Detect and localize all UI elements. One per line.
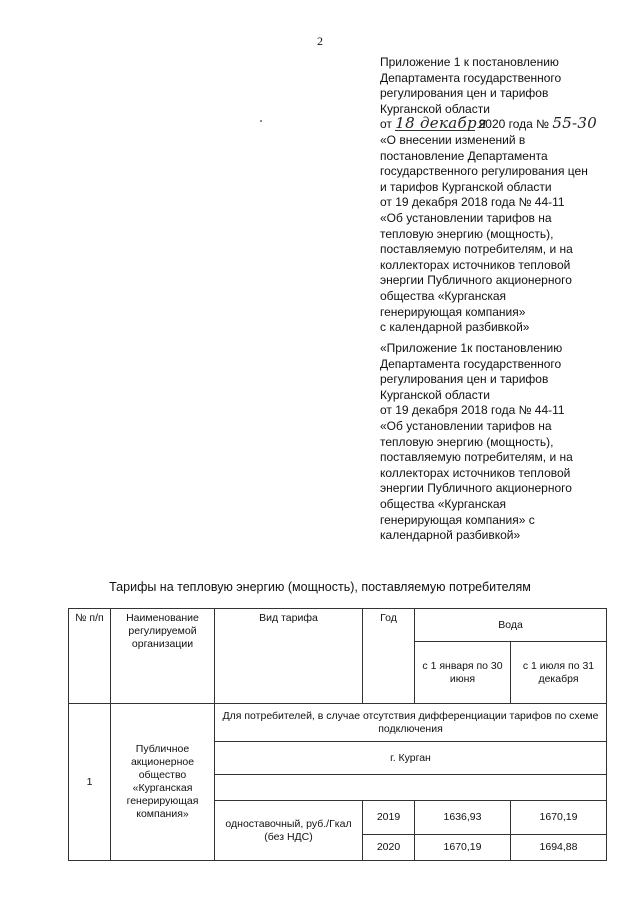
scan-speck bbox=[260, 120, 262, 122]
year-text: 2020 года № bbox=[478, 117, 550, 132]
appendix-1-line: регулирования цен и тарифов bbox=[380, 86, 549, 101]
appendix-2-line: календарной разбивкой» bbox=[380, 528, 521, 543]
appendix-1-line: Приложение 1 к постановлению bbox=[380, 55, 559, 69]
appendix-2-header bbox=[380, 341, 632, 544]
appendix-2-line: генерирующая компания» с bbox=[380, 512, 535, 527]
appendix-1-line: и тарифов Курганской области bbox=[380, 179, 552, 194]
header-num: № п/п bbox=[69, 609, 111, 704]
handwritten-date: 18 декабря bbox=[395, 114, 488, 133]
appendix-2-line: Курганской области bbox=[380, 387, 490, 402]
header-year: Год bbox=[363, 609, 415, 704]
city-name: г. Курган bbox=[215, 742, 607, 775]
tariff-table bbox=[68, 608, 607, 861]
table-header-row bbox=[69, 609, 607, 642]
appendix-1-line: поставляемую потребителям, и на bbox=[380, 242, 573, 257]
page-number: 2 bbox=[317, 34, 323, 48]
appendix-2-line: Департамента государственного bbox=[380, 356, 562, 371]
handwritten-number: 55-30 bbox=[552, 114, 598, 133]
appendix-2-line: от 19 декабря 2018 года № 44-11 bbox=[380, 403, 565, 418]
tariff-value-h2: 1670,19 bbox=[511, 801, 607, 835]
date-prefix: от bbox=[380, 117, 392, 132]
header-tariff-type: Вид тарифа bbox=[215, 609, 363, 704]
appendix-2-line: коллекторах источников тепловой bbox=[380, 465, 571, 480]
header-water: Вода bbox=[415, 609, 607, 642]
appendix-1-line: Департамента государственного bbox=[380, 70, 562, 85]
empty-cell bbox=[215, 775, 607, 801]
consumers-note: Для потребителей, в случае отсутствия дифференциации тарифов по схеме подключения bbox=[215, 704, 607, 742]
appendix-2-line: общества «Курганская bbox=[380, 496, 507, 511]
appendix-1-line: от 19 декабря 2018 года № 44-11 bbox=[380, 195, 565, 210]
tariff-value-h2: 1694,88 bbox=[511, 835, 607, 861]
row-number: 1 bbox=[69, 704, 111, 861]
organization-name: Публичное акционерное общество «Курганская генерирующая компания» bbox=[111, 704, 215, 861]
appendix-1-line: тепловую энергию (мощность), bbox=[380, 226, 554, 241]
resolution-date-line bbox=[380, 114, 632, 133]
tariff-name: одноставочный, руб./Гкал (без НДС) bbox=[215, 801, 363, 861]
appendix-1-line: Курганской области bbox=[380, 101, 490, 116]
appendix-2-line: тепловую энергию (мощность), bbox=[380, 434, 554, 449]
tariff-year: 2019 bbox=[363, 801, 415, 835]
appendix-2-line: поставляемую потребителям, и на bbox=[380, 450, 573, 465]
appendix-1-line: энергии Публичного акционерного bbox=[380, 273, 572, 288]
appendix-1-header bbox=[380, 55, 632, 336]
appendix-1-line: генерирующая компания» bbox=[380, 304, 526, 319]
appendix-1-line: постановление Департамента bbox=[380, 148, 548, 163]
consumers-note-row bbox=[69, 704, 607, 742]
appendix-2-line: «Об установлении тарифов на bbox=[380, 418, 552, 433]
appendix-1-line: с календарной разбивкой» bbox=[380, 320, 530, 335]
header-period-1: с 1 января по 30 июня bbox=[415, 642, 511, 704]
tariff-year: 2020 bbox=[363, 835, 415, 861]
tariff-value-h1: 1636,93 bbox=[415, 801, 511, 835]
tariff-value-h1: 1670,19 bbox=[415, 835, 511, 861]
table-title: Тарифы на тепловую энергию (мощность), поставляемую потребителям bbox=[109, 580, 531, 594]
appendix-1-line: коллекторах источников тепловой bbox=[380, 257, 571, 272]
appendix-2-line: энергии Публичного акционерного bbox=[380, 481, 572, 496]
header-organization: Наименование регулируемой организации bbox=[111, 609, 215, 704]
appendix-1-line: государственного регулирования цен bbox=[380, 164, 588, 179]
appendix-1-line: «О внесении изменений в bbox=[380, 132, 526, 147]
appendix-1-line: общества «Курганская bbox=[380, 288, 507, 303]
header-period-2: с 1 июля по 31 декабря bbox=[511, 642, 607, 704]
appendix-2-line: «Приложение 1к постановлению bbox=[380, 341, 563, 355]
appendix-1-line: «Об установлении тарифов на bbox=[380, 210, 552, 225]
appendix-2-line: регулирования цен и тарифов bbox=[380, 372, 549, 387]
